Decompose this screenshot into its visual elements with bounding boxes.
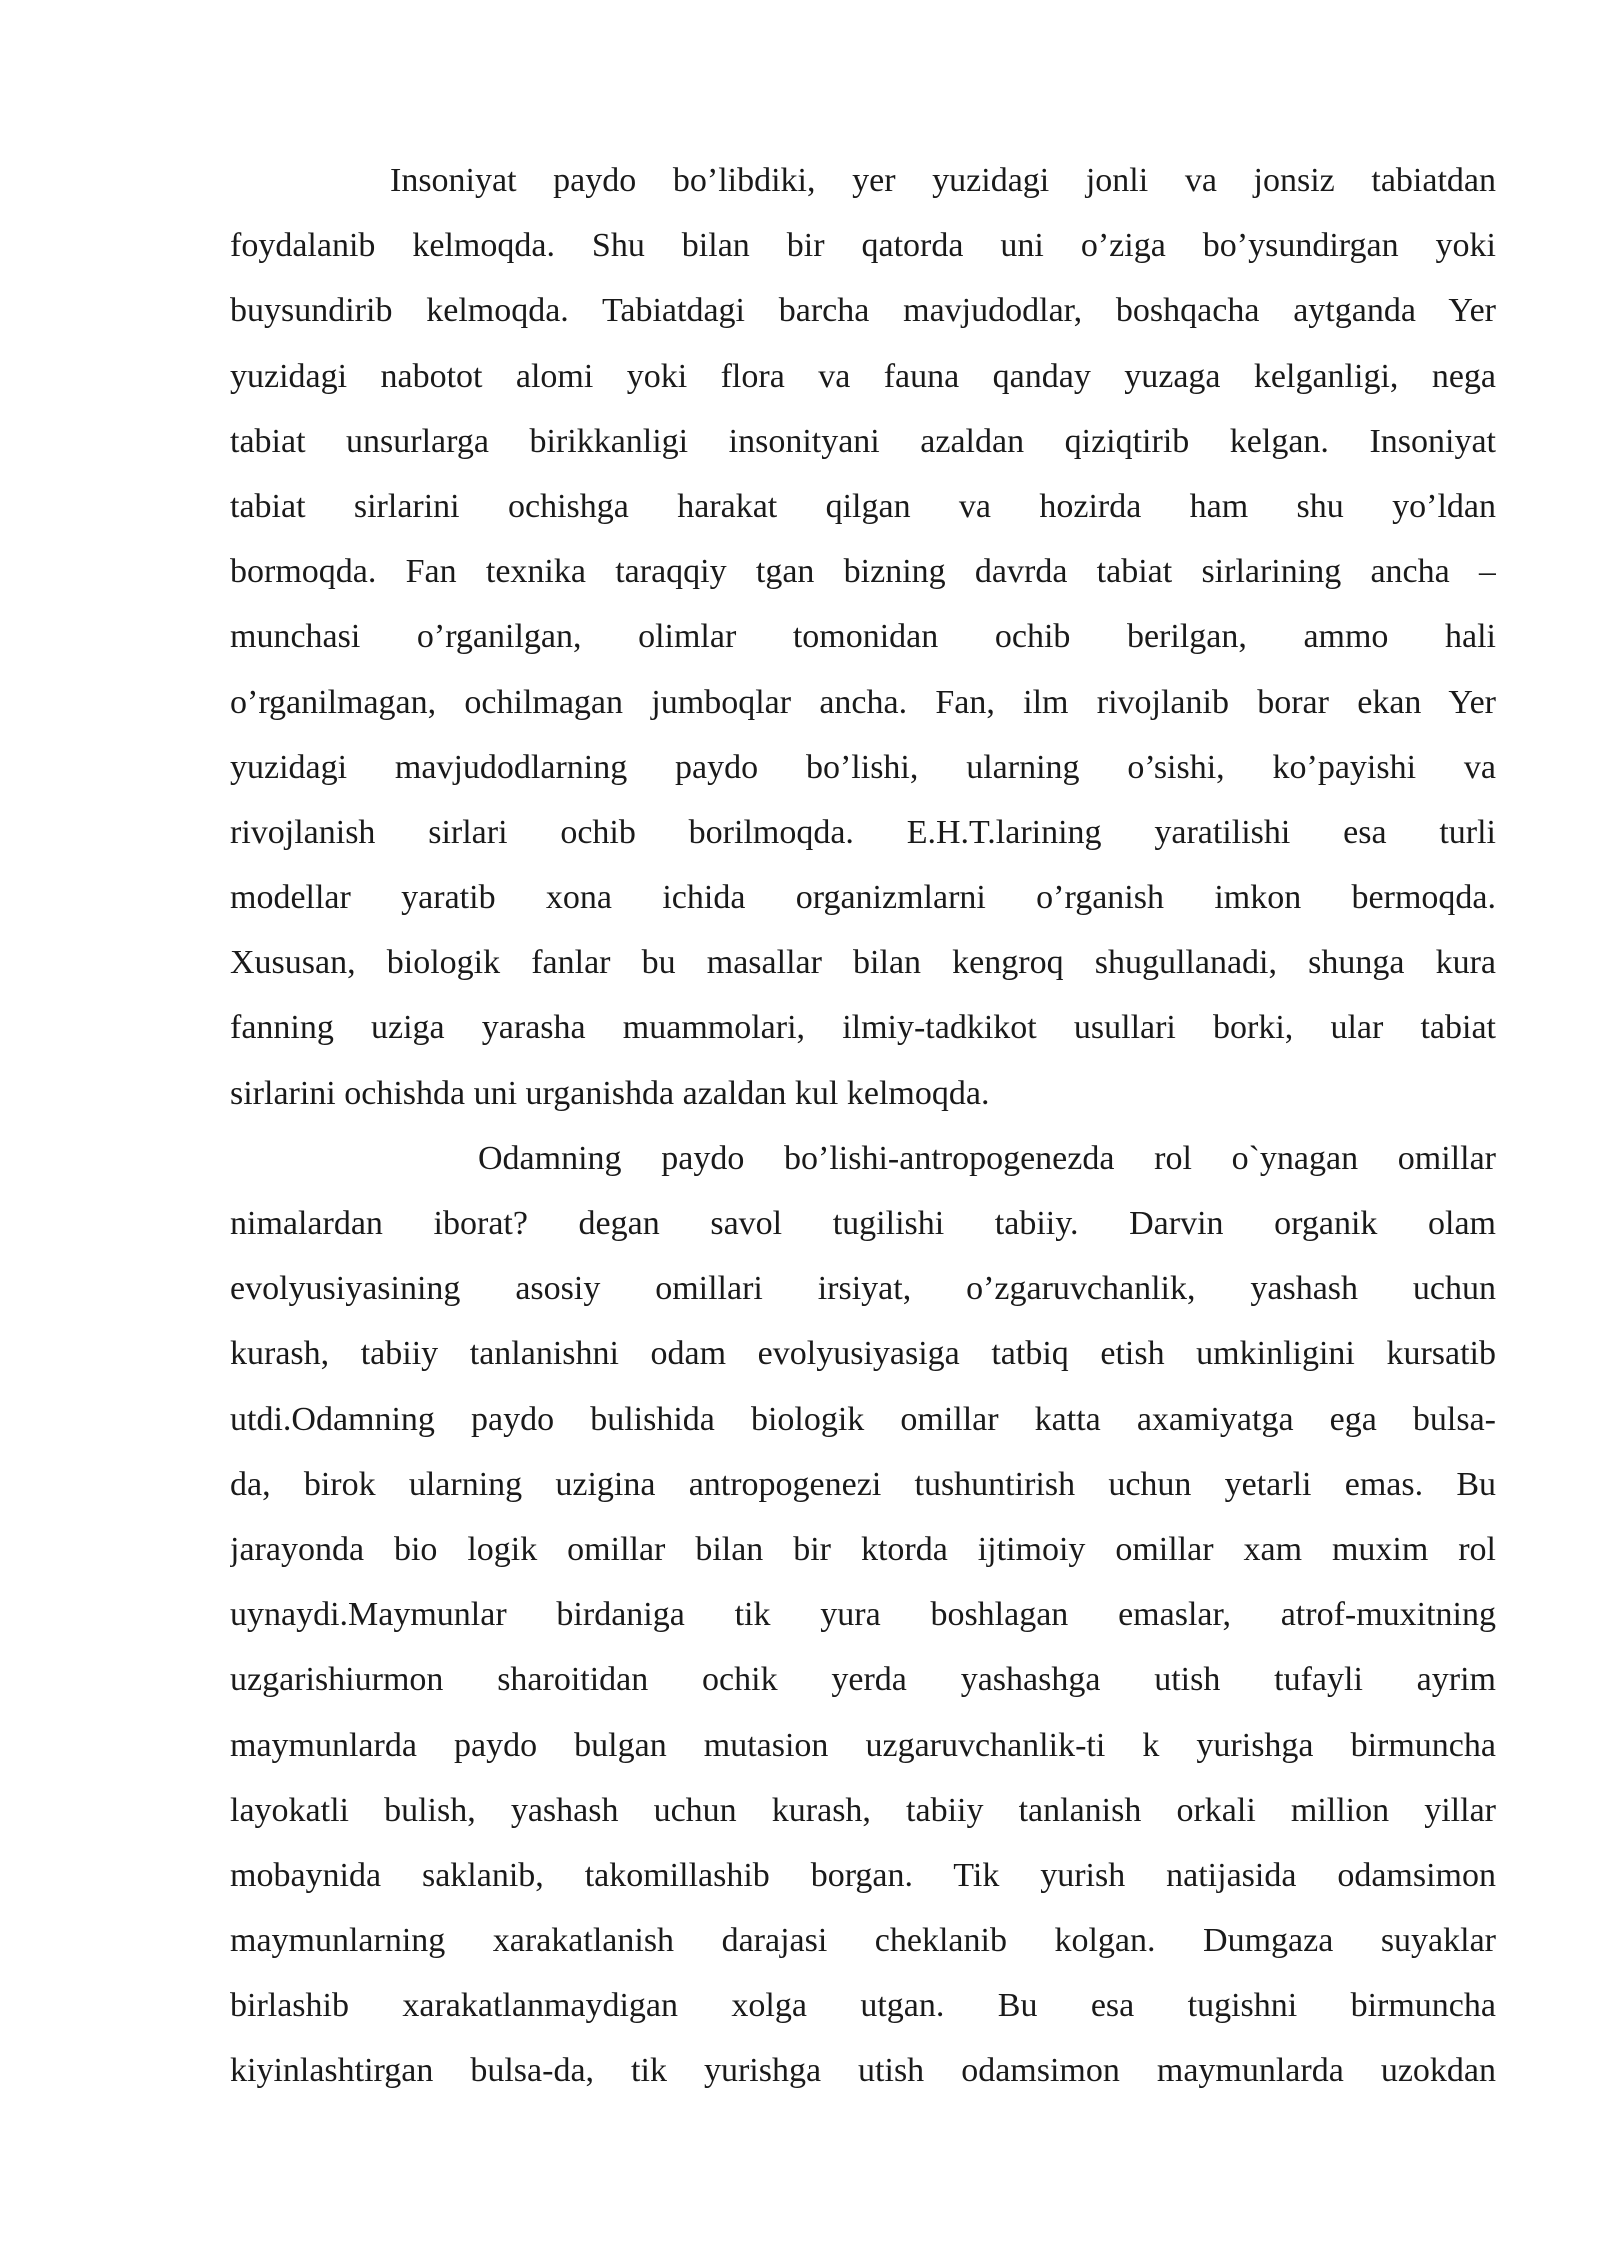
text-line: mobaynida saklanib, takomillashib borgan. Tik yurish natijasida odamsimon bbox=[230, 1856, 1496, 1894]
text-line: tabiat unsurlarga birikkanligi insonityani azaldan qiziqtirib kelgan. Insoniyat bbox=[230, 422, 1496, 460]
text-line: foydalanib kelmoqda. Shu bilan bir qatorda uni o’ziga bo’ysundirgan yoki bbox=[230, 227, 1496, 265]
text-line: evolyusiyasining asosiy omillari irsiyat, o’zgaruvchanlik, yashash uchun bbox=[230, 1270, 1496, 1308]
text-line: Xususan, biologik fanlar bu masallar bilan kengroq shugullanadi, shunga kura bbox=[230, 944, 1496, 982]
text-line: Insoniyat paydo bo’libdiki, yer yuzidagi jonli va jonsiz tabiatdan bbox=[390, 162, 1496, 199]
text-line: da, birok ularning uzigina antropogenezi tushuntirish uchun yetarli emas. Bu bbox=[230, 1465, 1496, 1503]
text-line: utdi.Odamning paydo bulishida biologik omillar katta axamiyatga ega bulsa- bbox=[230, 1400, 1496, 1438]
text-line: tabiat sirlarini ochishga harakat qilgan va hozirda ham shu yo’ldan bbox=[230, 487, 1496, 525]
text-line: buysundirib kelmoqda. Tabiatdagi barcha mavjudodlar, boshqacha aytganda Yer bbox=[230, 292, 1496, 330]
text-line: o’rganilmagan, ochilmagan jumboqlar ancha. Fan, ilm rivojlanib borar ekan Yer bbox=[230, 683, 1496, 721]
text-line: Odamning paydo bo’lishi-antropogenezda rol o`ynagan omillar bbox=[478, 1139, 1496, 1177]
text-line: modellar yaratib xona ichida organizmlarni o’rganish imkon bermoqda. bbox=[230, 879, 1496, 917]
text-line: kiyinlashtirgan bulsa-da, tik yurishga utish odamsimon maymunlarda uzokdan bbox=[230, 2052, 1496, 2090]
text-line: bormoqda. Fan texnika taraqqiy tgan bizning davrda tabiat sirlarining ancha – bbox=[230, 553, 1496, 591]
text-line: fanning uziga yarasha muammolari, ilmiy-tadkikot usullari borki, ular tabiat bbox=[230, 1009, 1496, 1047]
text-line: layokatli bulish, yashash uchun kurash, tabiiy tanlanish orkali million yillar bbox=[230, 1791, 1496, 1829]
text-line: yuzidagi nabotot alomi yoki flora va fauna qanday yuzaga kelganligi, nega bbox=[230, 357, 1496, 395]
text-line: munchasi o’rganilgan, olimlar tomonidan ochib berilgan, ammo hali bbox=[230, 618, 1496, 656]
text-line: maymunlarning xarakatlanish darajasi cheklanib kolgan. Dumgaza suyaklar bbox=[230, 1922, 1496, 1960]
text-line: rivojlanish sirlari ochib borilmoqda. E.H.T.larining yaratilishi esa turli bbox=[230, 813, 1496, 851]
text-line: maymunlarda paydo bulgan mutasion uzgaruvchanlik-ti k yurishga birmuncha bbox=[230, 1726, 1496, 1764]
text-line: sirlarini ochishda uni urganishda azaldan kul kelmoqda. bbox=[230, 1074, 990, 1112]
text-line: uynaydi.Maymunlar birdaniga tik yura boshlagan emaslar, atrof-muxitning bbox=[230, 1596, 1496, 1634]
document-body bbox=[230, 148, 1496, 2104]
text-line: nimalardan iborat? degan savol tugilishi tabiiy. Darvin organik olam bbox=[230, 1205, 1496, 1242]
text-line: yuzidagi mavjudodlarning paydo bo’lishi, ularning o’sishi, ko’payishi va bbox=[230, 748, 1496, 786]
text-line: uzgarishiurmon sharoitidan ochik yerda yashashga utish tufayli ayrim bbox=[230, 1661, 1496, 1699]
paragraph-2 bbox=[230, 1126, 1496, 2104]
paragraph-1 bbox=[230, 148, 1496, 1126]
text-line: kurash, tabiiy tanlanishni odam evolyusiyasiga tatbiq etish umkinligini kursatib bbox=[230, 1335, 1496, 1373]
text-line: birlashib xarakatlanmaydigan xolga utgan. Bu esa tugishni birmuncha bbox=[230, 1987, 1496, 2025]
text-line: jarayonda bio logik omillar bilan bir ktorda ijtimoiy omillar xam muxim rol bbox=[230, 1530, 1496, 1568]
